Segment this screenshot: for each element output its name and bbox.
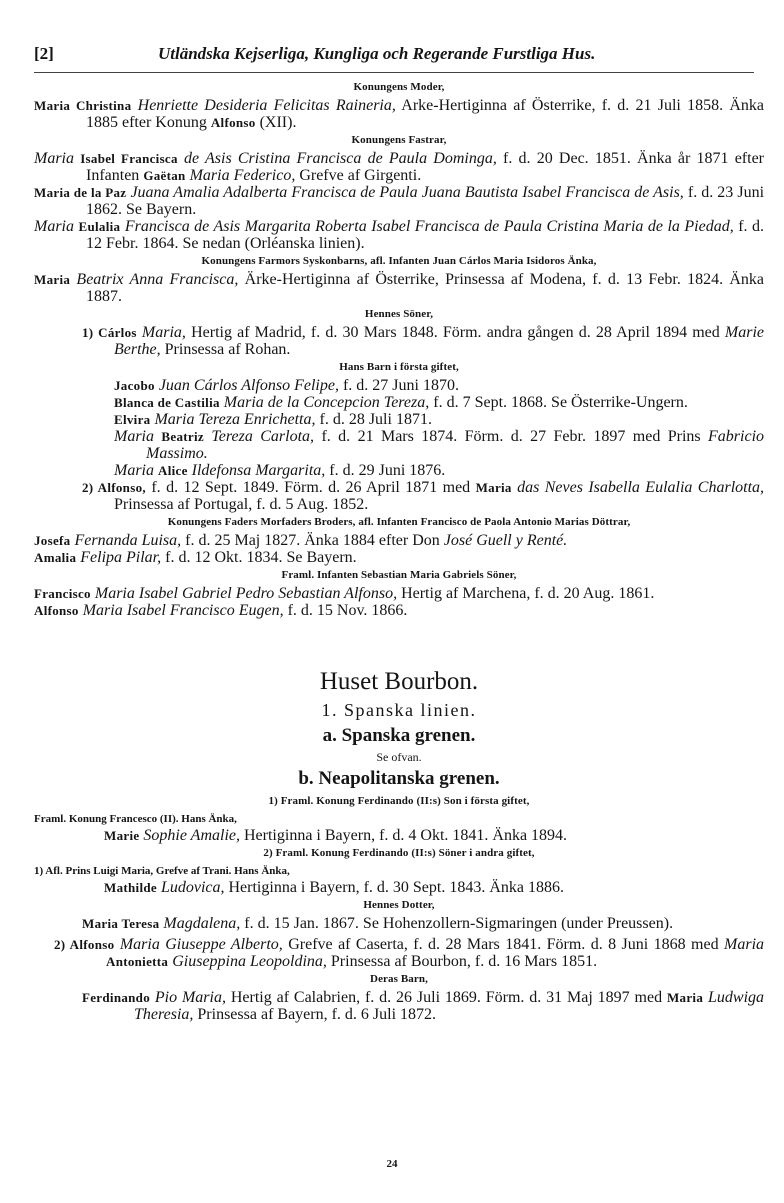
- section-heading: 1) Framl. Konung Ferdinando (II:s) Son i första giftet,: [268, 795, 530, 807]
- section-heading: Deras Barn,: [370, 973, 428, 985]
- running-title: Utländska Kejserliga, Kungliga och Regerande Furstliga Hus.: [158, 44, 596, 63]
- entry: Maria Christina Henriette Desideria Felicitas Raineria, Arke-Hertiginna af Österrike, f. d. 21 Juli 1858. Änka 1885 efter Konung Alfonso (XII).: [34, 97, 765, 131]
- section-heading: 2) Framl. Konung Ferdinando (II:s) Söner i andra giftet,: [263, 847, 535, 859]
- entry: Maria Teresa Magdalena, f. d. 15 Jan. 1867. Se Hohenzollern-Sigmaringen (under Preussen).: [82, 915, 674, 932]
- entry: Amalia Felipa Pilar, f. d. 12 Okt. 1834. Se Bayern.: [34, 549, 357, 566]
- section-heading: Konungens Fastrar,: [351, 134, 447, 146]
- branch-a-title: a. Spanska grenen.: [322, 725, 476, 746]
- sheet-number: 24: [386, 1158, 398, 1170]
- section-heading: Hans Barn i första giftet,: [339, 361, 459, 373]
- entry: 2) Alfonso Maria Giuseppe Alberto, Grefve af Caserta, f. d. 28 Mars 1841. Förm. d. 8 Juni 1868 med Maria Antonietta Giuseppina Leopoldina, Prinsessa af Bourbon, f. d. 16 Mars 1851.: [54, 936, 765, 970]
- entry: Maria Beatriz Tereza Carlota, f. d. 21 Mars 1874. Förm. d. 27 Febr. 1897 med Prins Fabricio Massimo.: [114, 428, 765, 462]
- entry: Maria Isabel Francisca de Asis Cristina Francisca de Paula Dominga, f. d. 20 Dec. 1851. Änka år 1871 efter Infanten Gaëtan Maria Federico, Grefve af Girgenti.: [34, 150, 764, 184]
- entry: Maria Beatrix Anna Francisca, Ärke-Hertiginna af Österrike, Prinsessa af Modena, f. d. 13 Febr. 1824. Änka 1887.: [34, 271, 765, 305]
- line-title: 1. Spanska linien.: [321, 700, 477, 720]
- section-heading: 1) Afl. Prins Luigi Maria, Grefve af Trani. Hans Änka,: [34, 865, 290, 877]
- section-heading: Framl. Konung Francesco (II). Hans Änka,: [34, 813, 237, 825]
- entry: Elvira Maria Tereza Enrichetta, f. d. 28 Juli 1871.: [114, 411, 432, 428]
- document-body: [34, 78, 764, 1023]
- entry: Ferdinando Pio Maria, Hertig af Calabrien, f. d. 26 Juli 1869. Förm. d. 31 Maj 1897 med Maria Ludwiga Theresia, Prinsessa af Bayern, f. d. 6 Juli 1872.: [82, 989, 765, 1023]
- entry: Alfonso Maria Isabel Francisco Eugen, f. d. 15 Nov. 1866.: [34, 602, 408, 619]
- branch-b-title: b. Neapolitanska grenen.: [298, 768, 500, 789]
- entry: Mathilde Ludovica, Hertiginna i Bayern, f. d. 30 Sept. 1843. Änka 1886.: [104, 879, 564, 896]
- section-heading: Konungens Faders Morfaders Broders, afl. Infanten Francisco de Paola Antonio Marias Döttrar,: [167, 516, 631, 528]
- section-heading: Konungens Moder,: [353, 81, 445, 93]
- entry: Jacobo Juan Cárlos Alfonso Felipe, f. d. 27 Juni 1870.: [114, 377, 459, 394]
- section-heading: Hennes Söner,: [364, 308, 434, 320]
- entry: Blanca de Castilia Maria de la Concepcion Tereza, f. d. 7 Sept. 1868. Se Österrike-Ungern.: [114, 394, 688, 411]
- entry: Maria Eulalia Francisca de Asis Margarita Roberta Isabel Francisca de Paula Cristina Maria de la Piedad, f. d. 12 Febr. 1864. Se nedan (Orléanska linien).: [34, 218, 765, 252]
- page-number: [2]: [34, 44, 54, 63]
- section-heading: Konungens Farmors Syskonbarns, afl. Infanten Juan Cárlos Maria Isidoros Änka,: [201, 255, 597, 267]
- section-heading: Framl. Infanten Sebastian Maria Gabriels Söner,: [281, 569, 517, 581]
- entry: Josefa Fernanda Luisa, f. d. 25 Maj 1827. Änka 1884 efter Don José Guell y Renté.: [34, 532, 568, 549]
- page-header: [34, 44, 754, 70]
- entry: 2) Alfonso, f. d. 12 Sept. 1849. Förm. d. 26 April 1871 med Maria das Neves Isabella Eulalia Charlotta, Prinsessa af Portugal, f. d. 5 Aug. 1852.: [82, 479, 765, 513]
- entry: Maria de la Paz Juana Amalia Adalberta Francisca de Paula Juana Bautista Isabel Francisca de Asis, f. d. 23 Juni 1862. Se Bayern.: [34, 184, 765, 218]
- header-rule: [34, 72, 754, 73]
- section-heading: Hennes Dotter,: [363, 899, 435, 911]
- entry: Francisco Maria Isabel Gabriel Pedro Sebastian Alfonso, Hertig af Marchena, f. d. 20 Aug. 1861.: [34, 585, 655, 602]
- entry: Maria Alice Ildefonsa Margarita, f. d. 29 Juni 1876.: [114, 462, 446, 479]
- entry: 1) Cárlos Maria, Hertig af Madrid, f. d. 30 Mars 1848. Förm. andra gången d. 28 April 1894 med Marie Berthe, Prinsessa af Rohan.: [82, 324, 765, 358]
- house-title: Huset Bourbon.: [319, 668, 479, 695]
- see-above-note: Se ofvan.: [376, 750, 422, 764]
- entry: Marie Sophie Amalie, Hertiginna i Bayern, f. d. 4 Okt. 1841. Änka 1894.: [104, 827, 568, 844]
